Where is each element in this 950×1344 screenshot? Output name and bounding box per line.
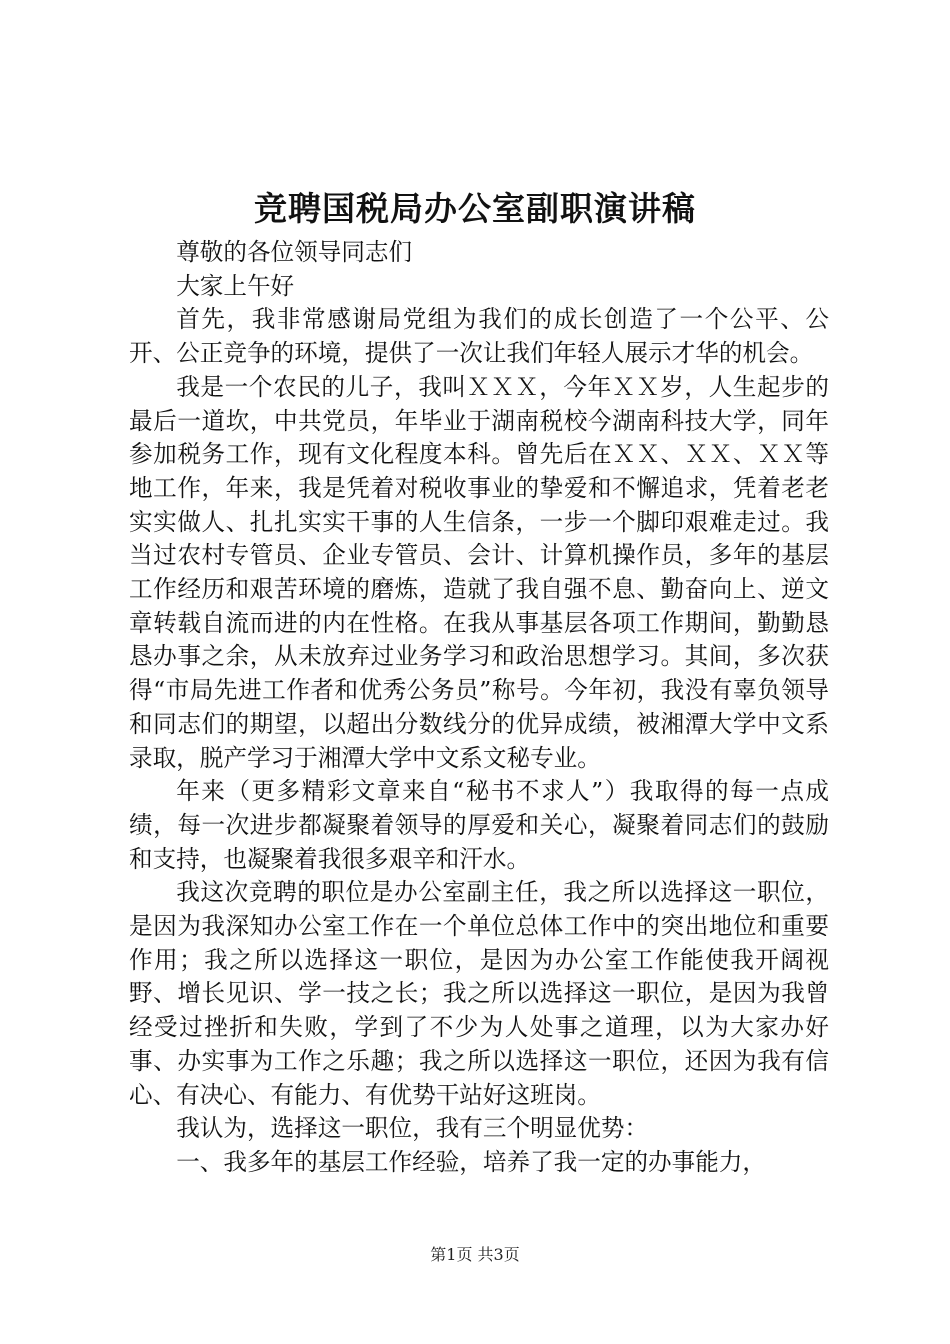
paragraph: 一、我多年的基层工作经验，培养了我一定的办事能力， [176, 1147, 767, 1176]
paragraph: 年来（更多精彩文章来自“秘书不求人”）我取得的每一点成绩，每一次进步都凝聚着领导的厚爱和关心，凝聚着同志们的鼓励和支持，也凝聚着我很多艰辛和汗水。 [129, 777, 829, 873]
page-footer: 第1页 共3页 [430, 1245, 520, 1264]
paragraph: 我是一个农民的儿子，我叫ＸＸＸ，今年ＸＸ岁，人生起步的最后一道坎，中共党员，年毕业于湖南税校今湖南科技大学，同年参加税务工作，现有文化程度本科。曾先后在ＸＸ、ＸＸ、ＸＸ等地工作，年来，我是凭着对税收事业的挚爱和不懈追求，凭着老老实实做人、扎扎实实干事的人生信条，一步一个脚印艰难走过。我当过农村专管员、企业专管员、会计、计算机操作员，多年的基层工作经历和艰苦环境的磨炼，造就了我自强不息、勤奋向上、逆文章转载自流而进的内在性格。在我从事基层各项工作期间，勤勤恳恳办事之余，从未放弃过业务学习和政治思想学习。其间，多次获得“市局先进工作者和优秀公务员”称号。今年初，我没有辜负领导和同志们的期望，以超出分数线分的优异成绩，被湘潭大学中文系录取，脱产学习于湘潭大学中文系文秘专业。 [129, 372, 829, 772]
greeting: 大家上午好 [176, 271, 295, 300]
document-title: 竞聘国税局办公室副职演讲稿 [254, 189, 696, 228]
salutation: 尊敬的各位领导同志们 [176, 238, 413, 266]
paragraph: 我这次竞聘的职位是办公室副主任，我之所以选择这一职位，是因为我深知办公室工作在一个单位总体工作中的突出地位和重要作用；我之所以选择这一职位，是因为办公室工作能使我开阔视野、增长见识、学一技之长；我之所以选择这一职位，是因为我曾经受过挫折和失败，学到了不少为人处事之道理，以为大家办好事、办实事为工作之乐趣；我之所以选择这一职位，还因为我有信心、有决心、有能力、有优势干站好这班岗。 [129, 878, 829, 1109]
document-body [129, 236, 829, 1180]
paragraph: 首先，我非常感谢局党组为我们的成长创造了一个公平、公开、公正竞争的环境，提供了一次让我们年轻人展示才华的机会。 [129, 305, 829, 368]
paragraph: 我认为，选择这一职位，我有三个明显优势： [176, 1114, 649, 1143]
